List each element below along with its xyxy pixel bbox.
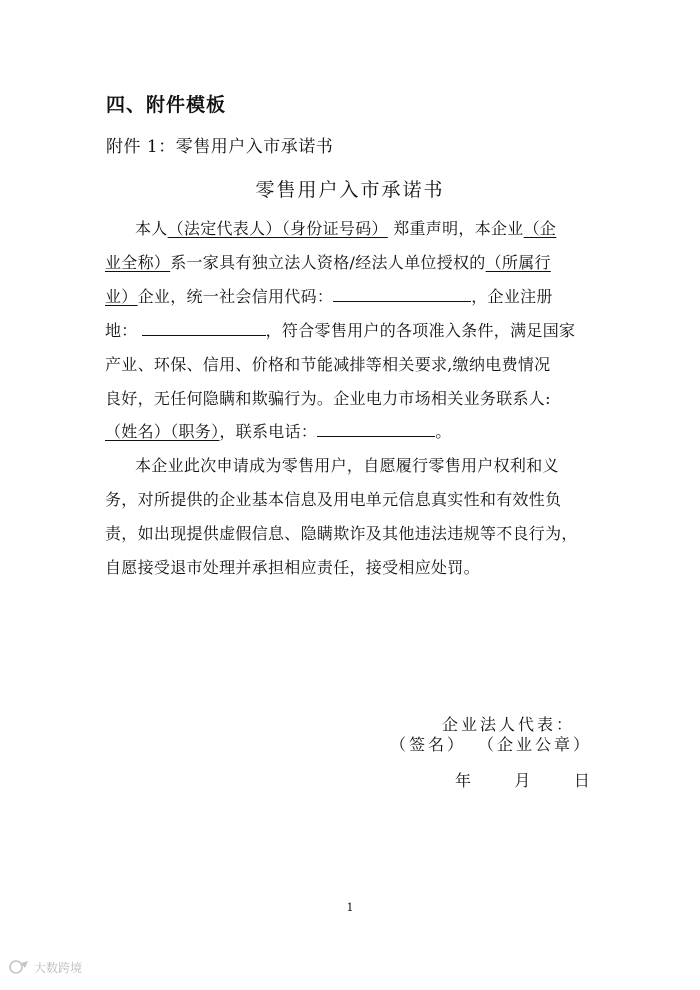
- credit-code-blank: [333, 287, 471, 302]
- industry-field-start: （所属行: [485, 253, 551, 272]
- company-name-field-start: （企: [523, 219, 557, 238]
- watermark-logo-icon: [8, 958, 30, 976]
- industry-field-end: 业）: [105, 287, 138, 306]
- text: 系一家具有独立法人资格/经法人单位授权的: [170, 253, 486, 272]
- paragraph-1-line-2: [105, 250, 551, 273]
- company-seal-label: （企业公章）: [478, 735, 593, 754]
- text: 地：: [105, 321, 138, 340]
- watermark-text: 大数跨境: [34, 960, 83, 975]
- paragraph-1-line-4: [105, 318, 575, 341]
- watermark: [8, 958, 82, 976]
- address-blank: [142, 321, 266, 336]
- legal-rep-id-field: （法定代表人）（身份证号码）: [167, 219, 388, 238]
- signature-label: （签名）: [390, 735, 467, 754]
- text: 。: [435, 422, 452, 441]
- text: ，联系电话：: [219, 422, 318, 441]
- page-number: 1: [346, 901, 354, 914]
- annex-heading: 附件 1：零售用户入市承诺书: [106, 137, 334, 157]
- paragraph-2-line-1: 本企业此次申请成为零售用户，自愿履行零售用户权利和义: [135, 456, 559, 475]
- contact-name-title-field: （姓名）（职务）: [105, 422, 220, 441]
- text: ，企业注册: [471, 287, 553, 306]
- paragraph-2-line-2: 务，对所提供的企业基本信息及用电单元信息真实性和有效性负: [105, 490, 562, 509]
- phone-blank: [317, 422, 435, 437]
- date-label: 年 月 日: [455, 771, 593, 790]
- paragraph-1-line-6: 良好，无任何隐瞒和欺骗行为。企业电力市场相关业务联系人:: [105, 389, 551, 408]
- company-name-field-end: 业全称）: [105, 253, 171, 272]
- paragraph-2-line-4: 自愿接受退市处理并承担相应责任，接受相应处罚。: [105, 558, 480, 577]
- paragraph-1-line-5: 产业、环保、信用、价格和节能减排等相关要求,缴纳电费情况: [105, 355, 551, 374]
- paragraph-2-line-3: 责，如出现提供虚假信息、隐瞒欺诈及其他违法违规等不良行为，: [105, 524, 578, 543]
- paragraph-1-line-3: [105, 284, 553, 307]
- legal-representative-label: 企业法人代表：: [442, 715, 576, 734]
- text: 企业，统一社会信用代码：: [137, 287, 334, 306]
- text: 郑重声明，本企业: [387, 219, 524, 238]
- document-title: 零售用户入市承诺书: [255, 179, 445, 201]
- paragraph-1-line-1: [135, 216, 556, 239]
- section-heading: 四、附件模板: [106, 94, 227, 116]
- paragraph-1-line-7: [105, 419, 452, 442]
- text: ，符合零售用户的各项准入条件，满足国家: [265, 321, 576, 340]
- text: 本人: [135, 219, 168, 238]
